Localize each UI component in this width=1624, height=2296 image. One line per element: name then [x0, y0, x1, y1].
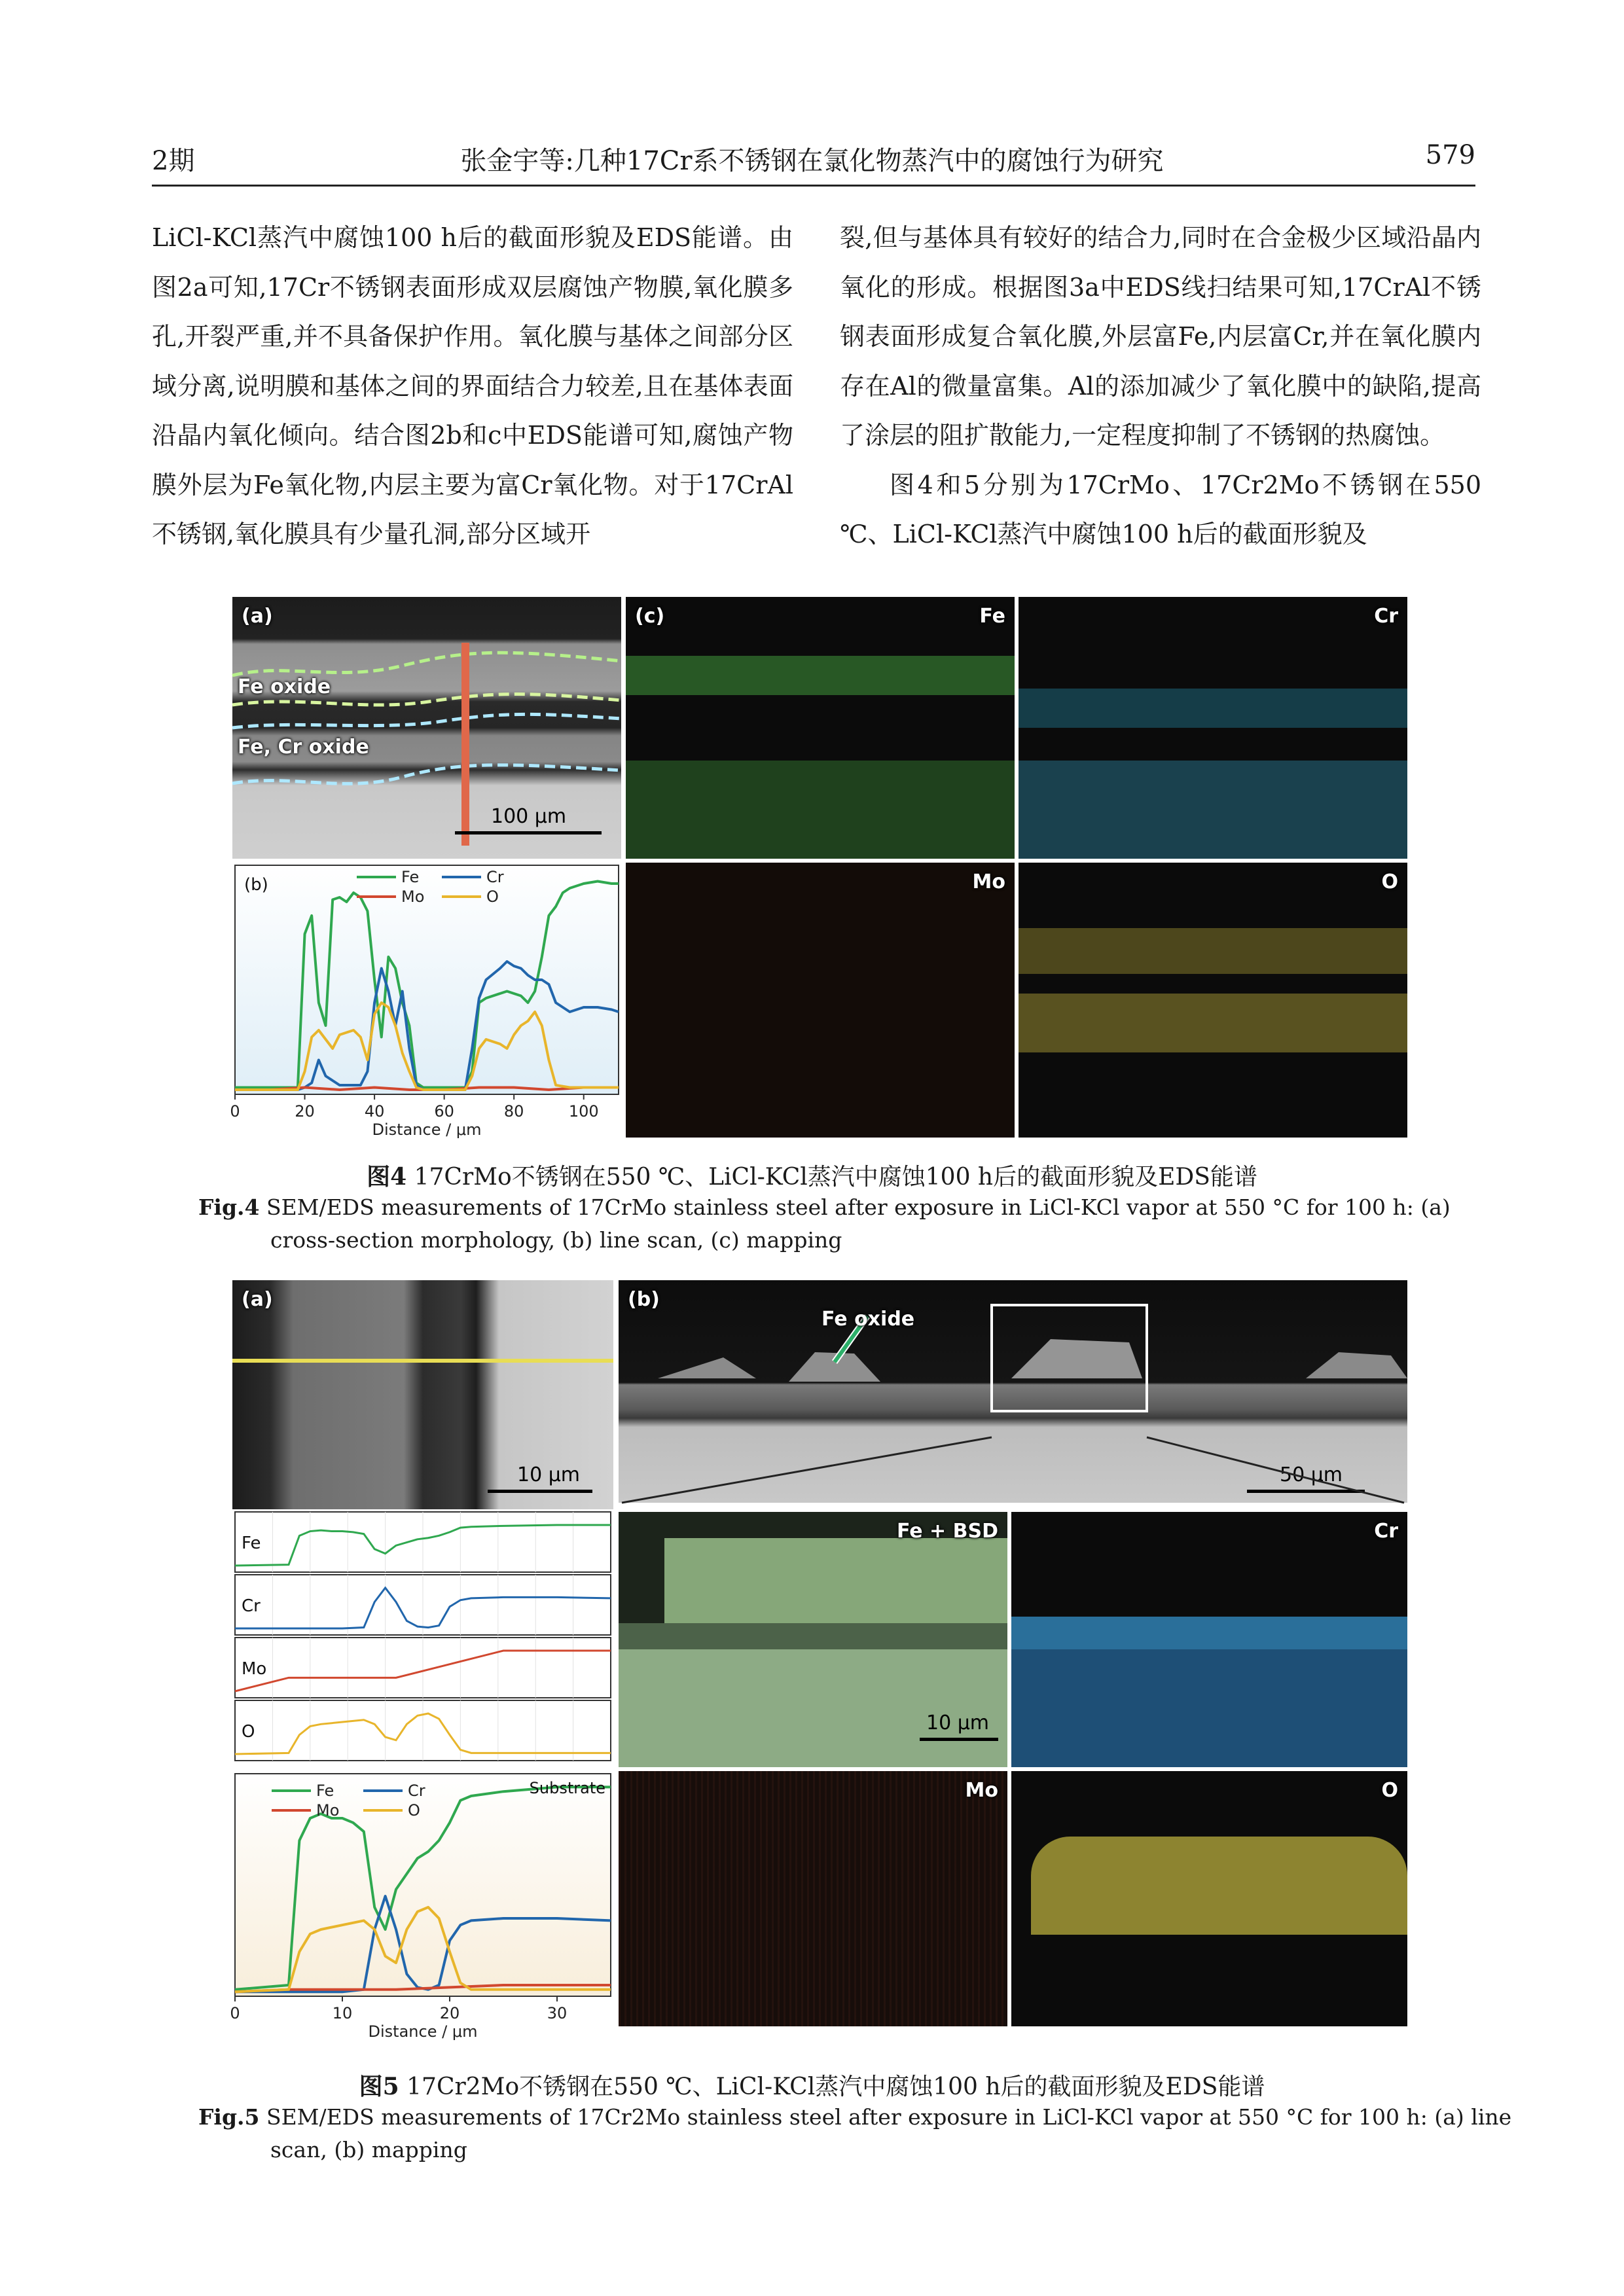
fig5-zoom-lines [619, 1411, 1407, 1509]
fig4-sem-image [232, 597, 621, 859]
legend-label-mo: Mo [401, 888, 425, 906]
fig4-caption-cn [0, 1158, 1624, 1192]
strip-label-fe: Fe [242, 1534, 261, 1553]
fig4-map-label-cr: Cr [1374, 605, 1398, 628]
fig4-map-label-fe: Fe [979, 605, 1005, 628]
fig4-map-mo [626, 863, 1015, 1138]
fig5-caption-cn-label: 图5 [359, 2073, 399, 2100]
right-paragraph-2: 图4和5分别为17CrMo、17Cr2Mo不锈钢在550 ℃、LiCl-KCl蒸汽中腐蚀100 h后的截面形貌及 [840, 470, 1481, 548]
x-tick-label: 0 [230, 1102, 240, 1121]
legend-label-cr: Cr [486, 868, 504, 886]
legend-label-fe: Fe [401, 868, 420, 886]
fig5-caption-en-label: Fig.5 [198, 2104, 260, 2130]
x-tick-label: 40 [364, 1102, 385, 1121]
fig5-map-o [1011, 1771, 1407, 2026]
fig5-element-strips [232, 1509, 613, 1768]
fig5-caption-cn-text: 17Cr2Mo不锈钢在550 ℃、LiCl-KCl蒸汽中腐蚀100 h后的截面形貌及EDS能谱 [399, 2073, 1265, 2100]
x-tick-label: 0 [230, 2004, 240, 2022]
fig4-map-cr [1019, 597, 1407, 859]
fig4-map-label-o: O [1381, 870, 1398, 893]
x-tick-label: 10 [332, 2004, 353, 2022]
header-rule [152, 185, 1475, 187]
x-tick-label: 80 [503, 1102, 524, 1121]
x-tick-label: 20 [295, 1102, 315, 1121]
plot-area [235, 865, 619, 1094]
fig5-substrate-label: Substrate [529, 1779, 605, 1797]
fig5-map-fe-bsd [619, 1512, 1007, 1767]
fig5-map-mo [619, 1771, 1007, 2026]
fig4-line-scan-chart [232, 863, 621, 1144]
x-tick-label: 60 [434, 1102, 454, 1121]
fig5-line-scan-chart [232, 1771, 613, 2046]
fig4-scale-label: 100 μm [491, 805, 567, 828]
fig5-sem-image-a [232, 1280, 613, 1509]
fig5-map-label-cr: Cr [1374, 1520, 1398, 1543]
fig5-map-cr [1011, 1512, 1407, 1767]
page-number: 579 [1425, 140, 1475, 170]
fig4-label-c: (c) [635, 605, 665, 628]
x-axis-label: Distance / μm [368, 2022, 478, 2041]
fig5-caption-en-text: SEM/EDS measurements of 17Cr2Mo stainless steel after exposure in LiCl-KCl vapor at 550 °C for 100 h: (a) line scan, (b) mapping [259, 2104, 1512, 2162]
legend-label-cr: Cr [408, 1782, 425, 1800]
issue-number: 2期 [152, 146, 195, 176]
x-tick-label: 20 [439, 2004, 460, 2022]
fig5-fe-oxide-label: Fe oxide [821, 1308, 915, 1331]
x-tick-label: 100 [568, 1102, 599, 1121]
fig5-map-label-o: O [1381, 1779, 1398, 1802]
fig4-caption-en [198, 1191, 1514, 1257]
fig4-caption-cn-label: 图4 [367, 1163, 407, 1191]
strip-label-cr: Cr [242, 1596, 261, 1616]
fig5-map-label-mo: Mo [965, 1779, 998, 1802]
fig4-label-a: (a) [242, 605, 273, 628]
fig5-scale-b: 50 μm [1280, 1463, 1343, 1486]
x-axis-label: Distance / μm [372, 1121, 482, 1139]
fig4-caption-cn-text: 17CrMo不锈钢在550 ℃、LiCl-KCl蒸汽中腐蚀100 h后的截面形貌及EDS能谱 [406, 1164, 1257, 1191]
right-column [840, 213, 1481, 560]
fig4-label-b: (b) [244, 875, 268, 895]
left-column [152, 213, 793, 560]
fig5-scale-a: 10 μm [517, 1463, 581, 1486]
left-paragraph: LiCl-KCl蒸汽中腐蚀100 h后的截面形貌及EDS能谱。由图2a可知,17Cr不锈钢表面形成双层腐蚀产物膜,氧化膜多孔,开裂严重,并不具备保护作用。氧化膜与基体之间部分区域分离,说明膜和基体之间的界面结合力较差,且在基体表面沿晶内氧化倾向。结合图2b和c中EDS能谱可知,腐蚀产物膜外层为Fe氧化物,内层主要为富Cr氧化物。对于17CrAl不锈钢,氧化膜具有少量孔洞,部分区域开 [152, 223, 793, 548]
fig4-caption-en-text: SEM/EDS measurements of 17CrMo stainless steel after exposure in LiCl-KCl vapor at 550 °C for 100 h: (a) cross-section morphology, (b) line scan, (c) mapping [259, 1194, 1451, 1253]
legend-label-fe: Fe [316, 1782, 334, 1800]
legend-label-o: O [486, 888, 499, 906]
running-title: 张金宇等:几种17Cr系不锈钢在氯化物蒸汽中的腐蚀行为研究 [460, 146, 1164, 176]
fig4-fe-oxide-label: Fe oxide [238, 675, 331, 698]
fig4-map-o [1019, 863, 1407, 1138]
fig5-scale-map: 10 μm [926, 1712, 990, 1734]
fig5-label-b: (b) [628, 1288, 660, 1311]
fig4-caption-en-label: Fig.4 [198, 1194, 260, 1220]
fig5-label-a: (a) [242, 1288, 273, 1311]
legend-label-o: O [408, 1801, 420, 1820]
strip-label-o: O [242, 1722, 255, 1742]
fig5-caption-en [198, 2101, 1514, 2166]
fig4-fecr-oxide-label: Fe, Cr oxide [238, 736, 369, 759]
fig4-map-fe [626, 597, 1015, 859]
right-paragraph-1: 裂,但与基体具有较好的结合力,同时在合金极少区域沿晶内氧化的形成。根据图3a中EDS线扫结果可知,17CrAl不锈钢表面形成复合氧化膜,外层富Fe,内层富Cr,并在氧化膜内存在Al的微量富集。Al的添加减少了氧化膜中的缺陷,提高了涂层的阻扩散能力,一定程度抑制了不锈钢的热腐蚀。 [840, 223, 1481, 450]
fig5-caption-cn [0, 2068, 1624, 2102]
fig5-map-label-fe-bsd: Fe + BSD [896, 1520, 998, 1543]
fig4-map-label-mo: Mo [972, 870, 1005, 893]
x-tick-label: 30 [547, 2004, 568, 2022]
strip-label-mo: Mo [242, 1659, 267, 1679]
legend-label-mo: Mo [316, 1801, 340, 1820]
